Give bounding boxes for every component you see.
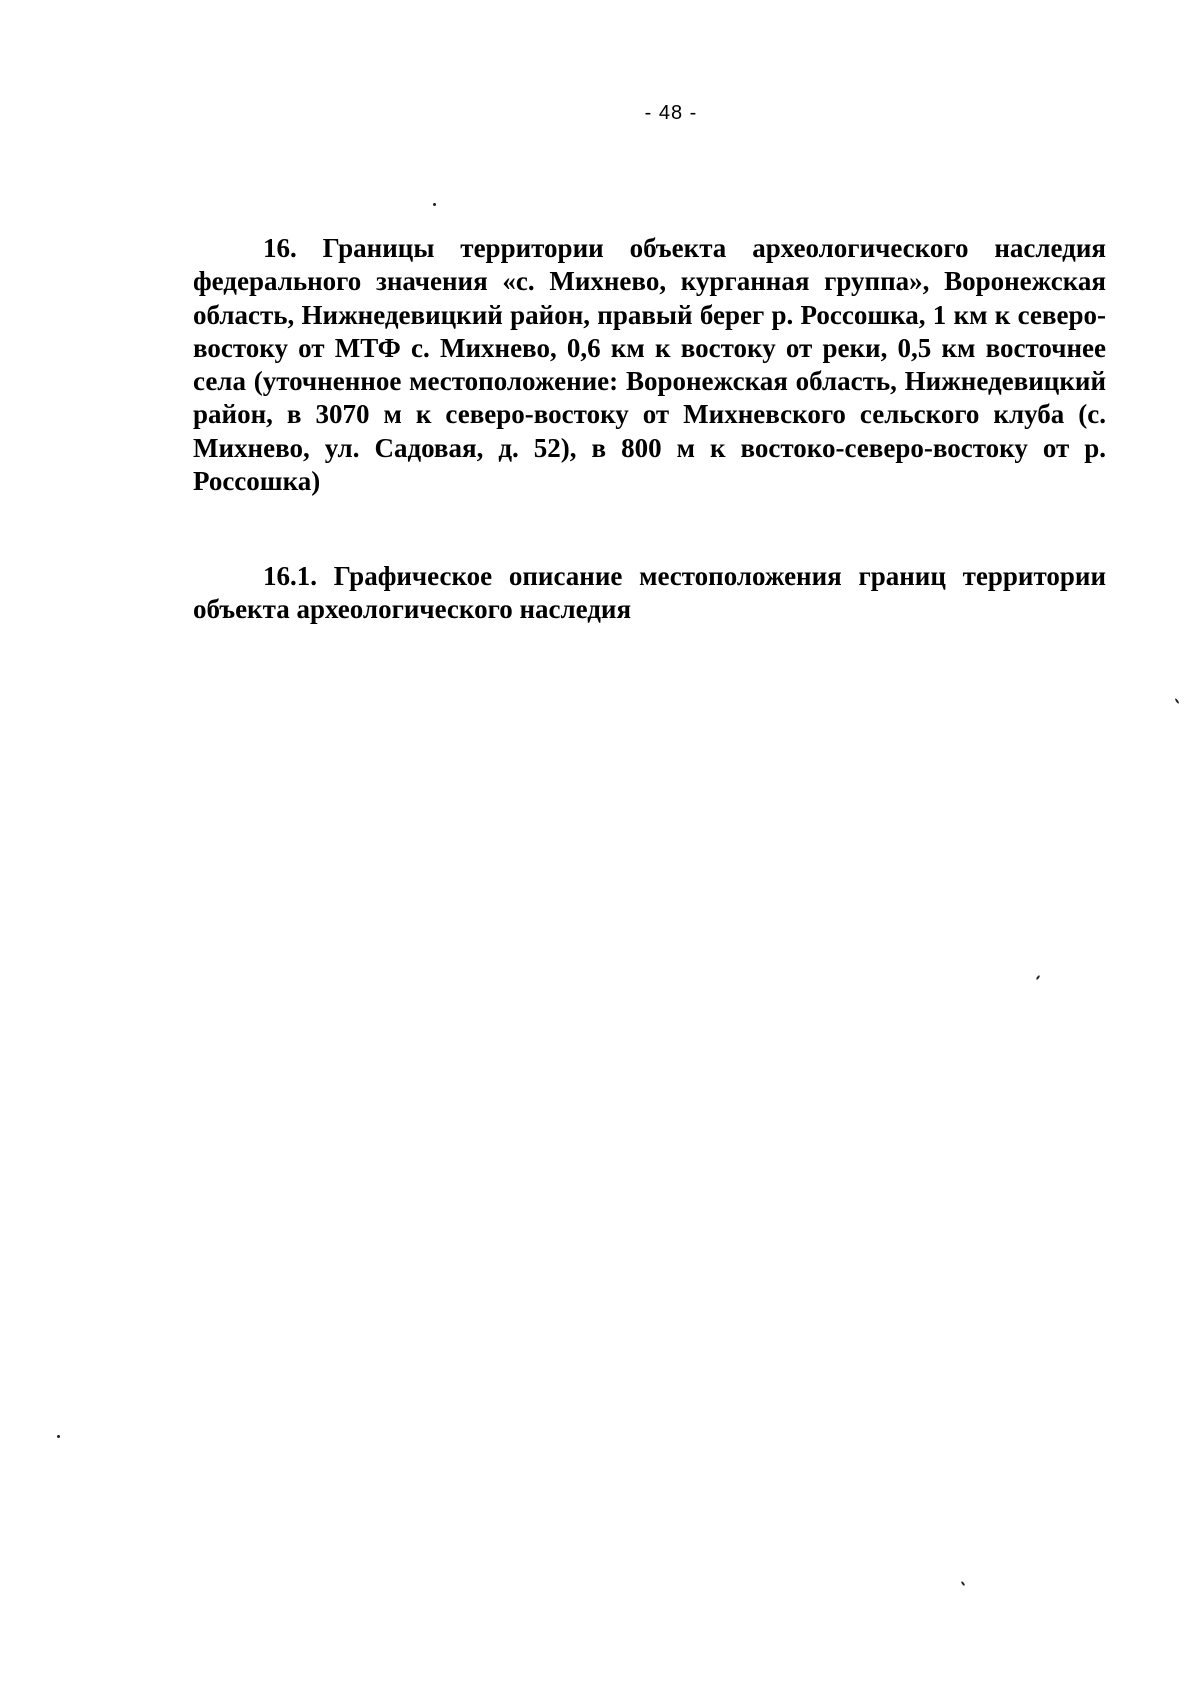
scan-speck: [1174, 698, 1179, 704]
section-16-1-heading: 16.1. Графическое описание местоположения границ территории объекта археологического наследия: [193, 561, 1106, 625]
scan-speck: [433, 203, 436, 206]
section-16-heading: 16. Границы территории объекта археологического наследия федерального значения «с. Михнево, курганная группа», Воронежская область, Нижнедевицкий район, правый берег р. Россошка, 1 км к северо-востоку от МТФ с. Михнево, 0,6 км к востоку от реки, 0,5 км восточнее села (уточненное местоположение: Воронежская область, Нижнедевицкий район, в 3070 м к северо-востоку от Михневского сельского клуба (с. Михнево, ул. Садовая, д. 52), в 800 м к востоко-северо-востоку от р. Россошка): [193, 233, 1106, 497]
scan-speck: [961, 1581, 966, 1586]
page-number: - 48 -: [644, 102, 698, 124]
scan-speck: [57, 1435, 60, 1438]
scan-speck: [1036, 975, 1041, 980]
